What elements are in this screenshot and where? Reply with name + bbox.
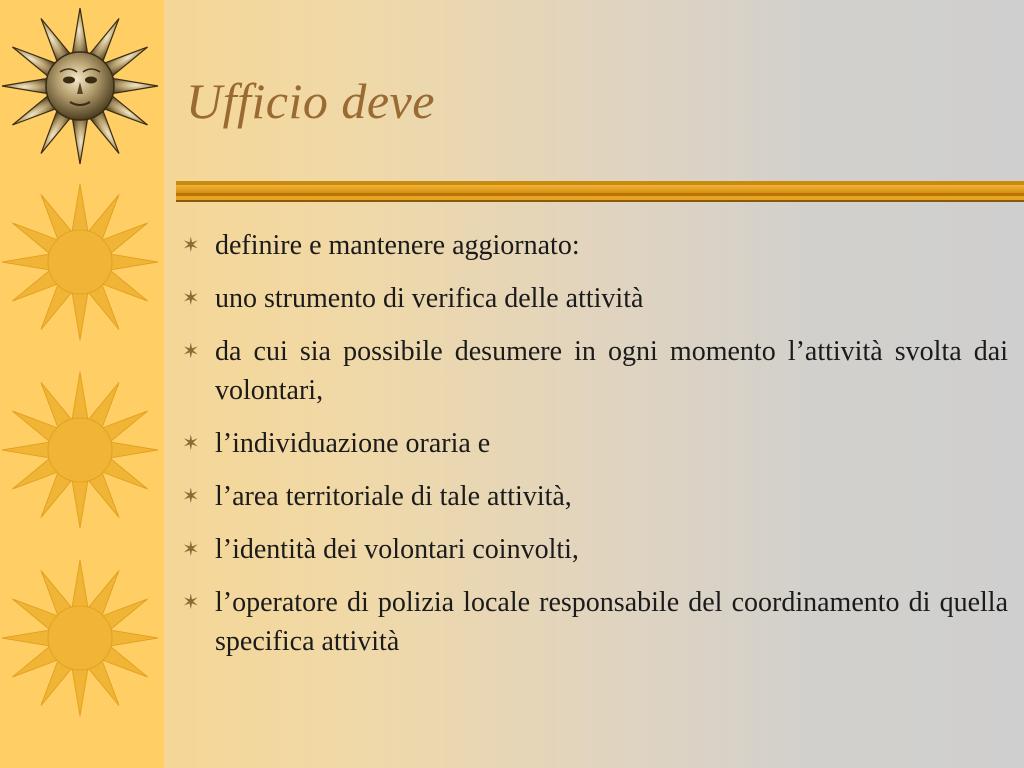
- sun-icon: [2, 560, 158, 716]
- bullet-item: [182, 424, 1008, 463]
- bullet-item: [182, 477, 1008, 516]
- bullet-item: [182, 530, 1008, 569]
- title-divider: [176, 181, 1024, 205]
- slide-body: [182, 226, 1008, 675]
- bullet-text: l’operatore di polizia locale responsabile del coordinamento di quella specifica attività: [215, 587, 1008, 657]
- bullet-text: l’area territoriale di tale attività,: [215, 481, 572, 512]
- star-bullet-icon: ✶: [182, 590, 200, 614]
- sun-column: [0, 0, 164, 768]
- bullet-text: da cui sia possibile desumere in ogni momento l’attività svolta dai volontari,: [215, 336, 1008, 406]
- sun-face-icon: [2, 8, 158, 164]
- star-bullet-icon: ✶: [182, 484, 200, 508]
- star-bullet-icon: ✶: [182, 537, 200, 561]
- bullet-item: [182, 279, 1008, 318]
- bullet-text: uno strumento di verifica delle attività: [215, 283, 644, 314]
- bullet-list: [182, 226, 1008, 661]
- bullet-text: definire e mantenere aggiornato:: [215, 230, 580, 261]
- bullet-text: l’individuazione oraria e: [215, 428, 491, 459]
- slide-title: Ufficio deve: [186, 73, 435, 129]
- bullet-item: [182, 583, 1008, 661]
- sun-icon: [2, 372, 158, 528]
- star-bullet-icon: ✶: [182, 431, 200, 455]
- star-bullet-icon: ✶: [182, 286, 200, 310]
- bullet-item: [182, 226, 1008, 265]
- decorative-sidebar: [0, 0, 164, 768]
- bullet-item: [182, 332, 1008, 410]
- bullet-text: l’identità dei volontari coinvolti,: [215, 534, 579, 565]
- star-bullet-icon: ✶: [182, 233, 200, 257]
- star-bullet-icon: ✶: [182, 339, 200, 363]
- sun-icon: [2, 184, 158, 340]
